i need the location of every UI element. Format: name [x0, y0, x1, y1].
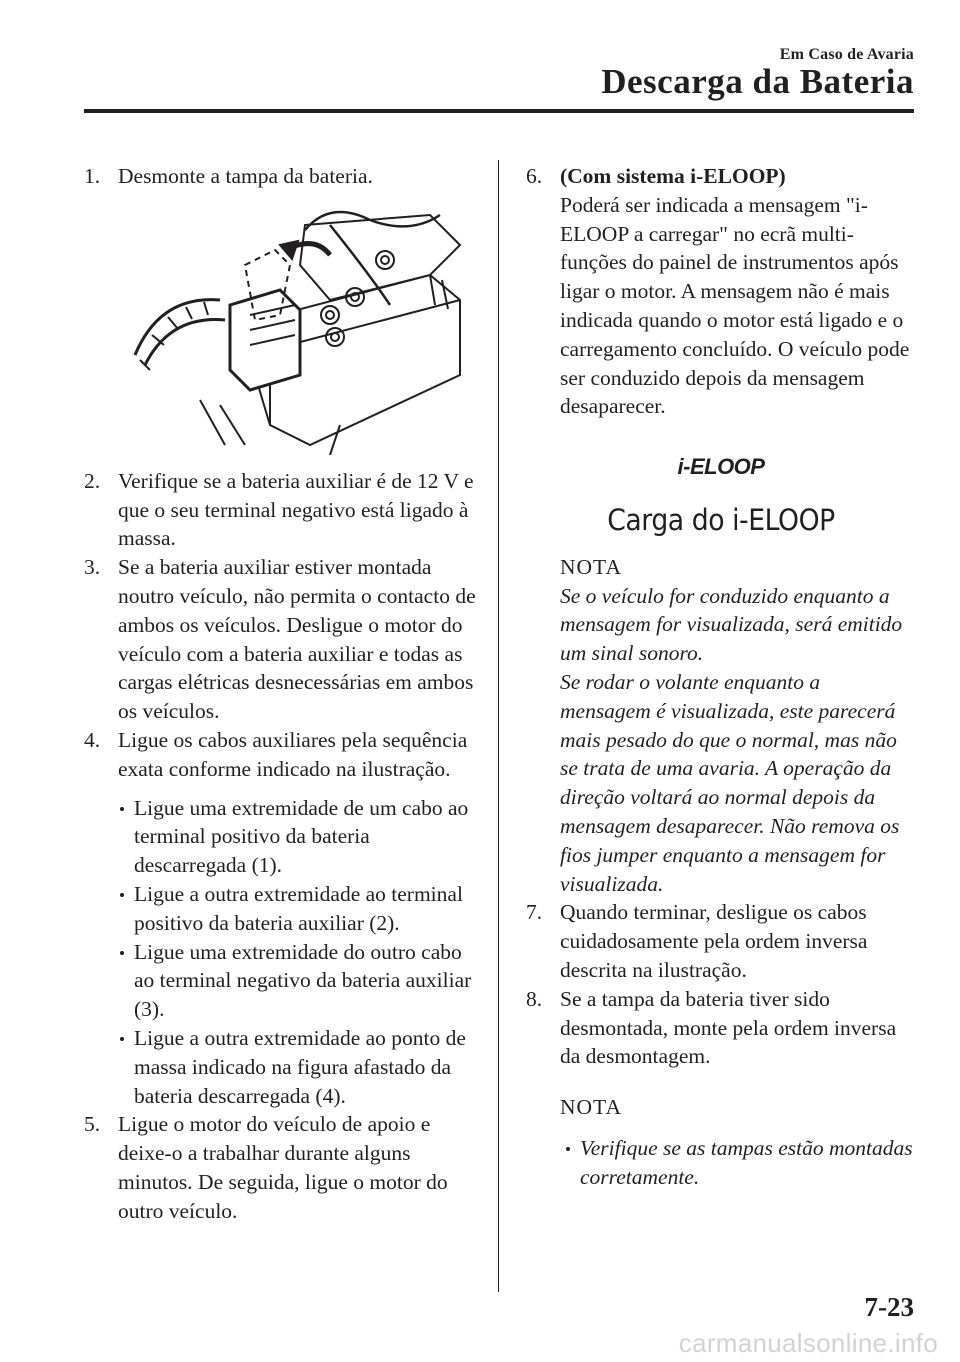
- note-bullet: Verifique se as tampas estão montadas corretamente.: [526, 1134, 916, 1192]
- left-column: [84, 162, 478, 1226]
- step-4-bullets: [84, 794, 478, 1111]
- note-label: NOTA: [560, 1095, 622, 1120]
- list-item: Ligue a outra extremidade ao ponto de massa indicado na figura afastado da bateria descarregada (4).: [114, 1024, 478, 1110]
- step-6-title: (Com sistema i-ELOOP): [560, 164, 786, 188]
- bullet-dot-icon: [120, 807, 124, 811]
- battery-cover-illustration: [130, 205, 480, 455]
- step-number: 2.: [84, 468, 101, 493]
- section-label: Em Caso de Avaria: [779, 46, 914, 63]
- step-number: 7.: [526, 900, 543, 925]
- column-divider: [498, 160, 499, 1292]
- step-6: [526, 162, 916, 421]
- step-7: [526, 898, 916, 984]
- bullet-dot-icon: [120, 1037, 124, 1041]
- watermark: carmanualsonline.info: [678, 1328, 938, 1358]
- step-3: [84, 553, 478, 726]
- step-1: [84, 162, 478, 191]
- note-paragraph: Se o veículo for conduzido enquanto a mensagem for visualizada, será emitido um sinal sonoro.: [560, 583, 903, 666]
- step-number: 3.: [84, 555, 101, 580]
- i-eloop-display-message: Carga do i-ELOOP: [607, 502, 835, 537]
- step-number: 1.: [84, 164, 101, 188]
- step-text: Se a tampa da bateria tiver sido desmontada, monte pela ordem inversa da desmontagem.: [560, 986, 897, 1069]
- step-text: Desmonte a tampa da bateria.: [118, 164, 373, 188]
- list-item: Ligue uma extremidade de um cabo ao terminal positivo da bateria descarregada (1).: [114, 794, 478, 880]
- step-number: 5.: [84, 1112, 101, 1137]
- step-text: Ligue o motor do veículo de apoio e deixe-o a trabalhar durante alguns minutos. De seguida, ligue o motor do outro veículo.: [118, 1112, 448, 1223]
- list-item: Ligue a outra extremidade ao terminal positivo da bateria auxiliar (2).: [114, 880, 478, 938]
- right-column: [526, 162, 916, 1192]
- list-item: Ligue uma extremidade do outro cabo ao terminal negativo da bateria auxiliar (3).: [114, 938, 478, 1024]
- bullet-dot-icon: [566, 1147, 570, 1151]
- step-text: Se a bateria auxiliar estiver montada noutro veículo, não permita o contacto de ambos os veículos. Desligue o motor do veículo com a bateria auxiliar e todas as cargas elétricas desnecessárias em ambos os veículos.: [118, 555, 476, 724]
- step-number: 6.: [526, 164, 543, 188]
- step-number: 4.: [84, 727, 101, 752]
- step-text: Verifique se a bateria auxiliar é de 12 V e que o seu terminal negativo está ligado à massa.: [118, 468, 474, 551]
- step-8: [526, 985, 916, 1071]
- note-label: NOTA: [560, 554, 622, 579]
- step-text: Poderá ser indicada a mensagem "i-ELOOP a carregar" no ecrã multi-funções do painel de instrumentos após ligar o motor. A mensagem não é mais indicada quando o motor está ligado e o carregamento concluído. O veículo pode ser conduzido depois da mensagem desaparecer.: [560, 192, 910, 419]
- bullet-dot-icon: [120, 893, 124, 897]
- note-paragraph: Se rodar o volante enquanto a mensagem é visualizada, este parecerá mais pesado do que o normal, mas não se trata de uma avaria. A operação da direção voltará ao normal depois da mensagem desaparecer. Não remova os fios jumper enquanto a mensagem for visualizada.: [560, 669, 900, 896]
- page-number: 7-23: [864, 1292, 914, 1322]
- bullet-dot-icon: [120, 951, 124, 955]
- battery-cover-drawing: [130, 205, 480, 455]
- header-rule: [84, 109, 914, 113]
- step-number: 8.: [526, 986, 543, 1011]
- step-4: [84, 726, 478, 784]
- step-text: Quando terminar, desligue os cabos cuidadosamente pela ordem inversa descrita na ilustração.: [560, 900, 868, 982]
- i-eloop-logo-icon: i-ELOOP: [677, 454, 765, 480]
- step-2: [84, 467, 478, 553]
- step-5: [84, 1110, 478, 1225]
- step-text: Ligue os cabos auxiliares pela sequência exata conforme indicado na ilustração.: [118, 727, 468, 781]
- page-title: Descarga da Bateria: [601, 62, 914, 101]
